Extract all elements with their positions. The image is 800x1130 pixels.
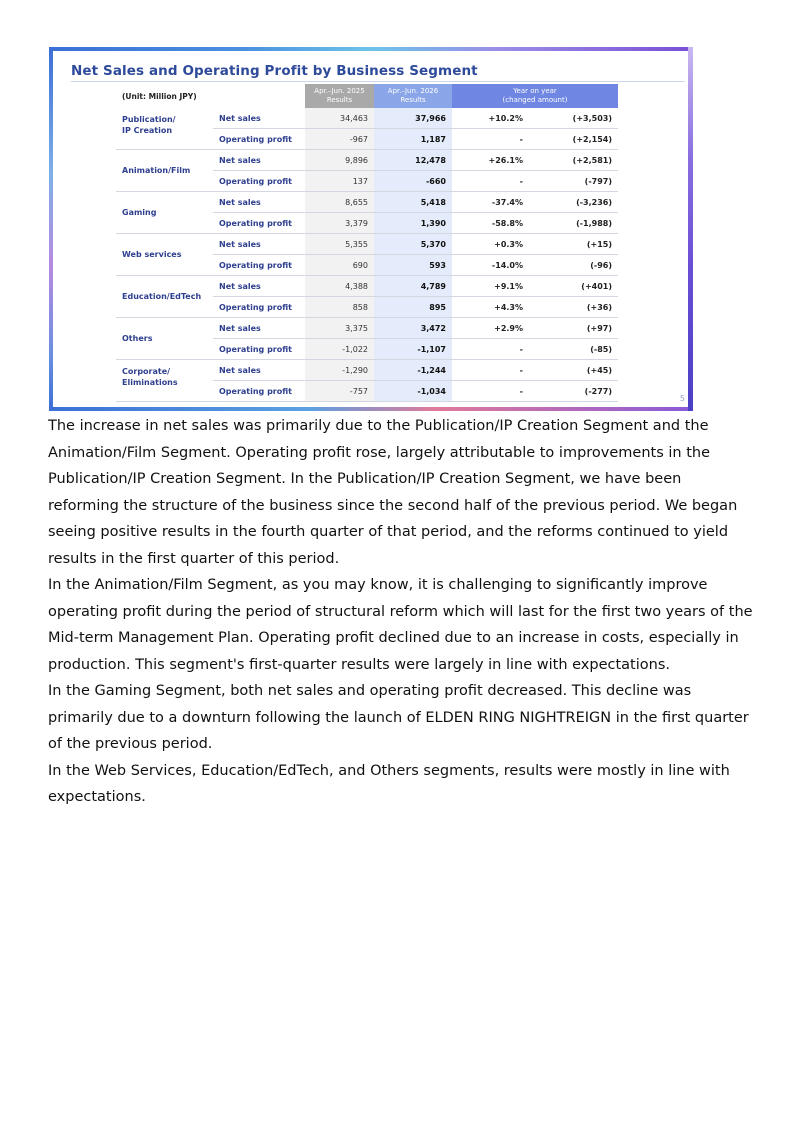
curr-period-value: 1,390 [374,213,452,234]
segment-name [116,276,213,318]
slide-frame-bottom [49,407,693,411]
yoy-percent: +4.3% [452,297,529,318]
curr-period-value: 1,187 [374,129,452,150]
slide-image [49,47,693,411]
paragraph: In the Gaming Segment, both net sales and operating profit decreased. This decline was primarily due to a downturn following the launch of ELDEN RING NIGHTREIGN in the first quarter of the previous period. [48,683,749,752]
slide-frame-left [49,47,53,411]
curr-period-value: -660 [374,171,452,192]
paragraph: In the Web Services, Education/EdTech, and Others segments, results were mostly in line with expectations. [48,762,730,805]
segment-name-line: Animation/Film [122,166,191,175]
yoy-amount: (+2,154) [529,129,618,150]
prev-period-value: -757 [305,381,374,402]
row-item-label: Net sales [213,192,305,213]
column-header-yoy-title: Year on year [513,87,557,95]
yoy-amount: (-96) [529,255,618,276]
yoy-amount: (+3,503) [529,108,618,129]
yoy-amount: (+36) [529,297,618,318]
table-row [116,108,618,129]
prev-period-value: -967 [305,129,374,150]
row-item-label: Operating profit [213,129,305,150]
paragraph: The increase in net sales was primarily due to the Publication/IP Creation Segment and the Animation/Film Segment. Operating profit rose, largely attributable to improvements in the Publication/IP Creation Segment. In the Publication/IP Creation Segment, we have been reforming the structure of the business since the second half of the previous period. We began seeing positive results in the fourth quarter of that period, and the reforms continued to yield results in the first quarter of this period. [48,418,738,567]
yoy-percent: - [452,129,529,150]
yoy-percent: +10.2% [452,108,529,129]
yoy-percent: +0.3% [452,234,529,255]
page-number: 5 [679,394,685,403]
row-item-label: Operating profit [213,255,305,276]
prev-period-value: 5,355 [305,234,374,255]
yoy-amount: (-277) [529,381,618,402]
table-row [116,318,618,339]
paragraph: In the Animation/Film Segment, as you may know, it is challenging to significantly improve operating profit during the period of structural reform which will last for the first two years of the Mid-term Management Plan. Operating profit declined due to an increase in costs, especially in production. This segment's first-quarter results were largely in line with expectations. [48,577,753,673]
segment-name [116,360,213,402]
segment-name-line: Web services [122,250,182,259]
segment-name-line: Others [122,334,153,343]
curr-period-value: 37,966 [374,108,452,129]
row-item-label: Net sales [213,234,305,255]
segment-name [116,318,213,360]
table-row [116,150,618,171]
yoy-amount: (-3,236) [529,192,618,213]
yoy-percent: - [452,339,529,360]
column-header-yoy-sub: (changed amount) [502,96,568,104]
column-header-curr-period: Apr.–Jun. 2026 [387,87,439,95]
prev-period-value: 3,375 [305,318,374,339]
curr-period-value: 12,478 [374,150,452,171]
table-row [116,276,618,297]
segment-name-line: Eliminations [122,378,178,387]
table-row [116,192,618,213]
prev-period-value: 858 [305,297,374,318]
segment-name-line: IP Creation [122,126,173,135]
segment-name-line: Corporate/ [122,367,171,376]
row-item-label: Net sales [213,276,305,297]
curr-period-value: -1,244 [374,360,452,381]
prev-period-value: 690 [305,255,374,276]
yoy-percent: +9.1% [452,276,529,297]
curr-period-value: 5,370 [374,234,452,255]
segment-table [116,84,618,402]
segment-name [116,192,213,234]
prev-period-value: 3,379 [305,213,374,234]
slide-frame-right [688,47,693,411]
yoy-percent: - [452,360,529,381]
yoy-percent: - [452,381,529,402]
segment-name-line: Publication/ [122,115,176,124]
segment-name [116,150,213,192]
segment-name [116,108,213,150]
prev-period-value: 34,463 [305,108,374,129]
column-header-yoy [452,84,618,108]
unit-label: (Unit: Million JPY) [122,91,197,101]
segment-name [116,234,213,276]
yoy-percent: +2.9% [452,318,529,339]
slide-frame-top [49,47,693,51]
curr-period-value: -1,107 [374,339,452,360]
row-item-label: Net sales [213,108,305,129]
yoy-percent: -37.4% [452,192,529,213]
yoy-amount: (+45) [529,360,618,381]
prev-period-value: -1,022 [305,339,374,360]
table-row [116,234,618,255]
table-row [116,360,618,381]
segment-name-line: Gaming [122,208,157,217]
yoy-amount: (+2,581) [529,150,618,171]
curr-period-value: 895 [374,297,452,318]
yoy-percent: +26.1% [452,150,529,171]
row-item-label: Net sales [213,150,305,171]
table-header-row [116,84,618,108]
curr-period-value: -1,034 [374,381,452,402]
yoy-amount: (-85) [529,339,618,360]
prev-period-value: 137 [305,171,374,192]
segment-name-line: Education/EdTech [122,292,202,301]
yoy-amount: (-797) [529,171,618,192]
curr-period-value: 4,789 [374,276,452,297]
row-item-label: Net sales [213,318,305,339]
row-item-label: Net sales [213,360,305,381]
row-item-label: Operating profit [213,381,305,402]
slide-title: Net Sales and Operating Profit by Business Segment [71,63,478,79]
row-item-label: Operating profit [213,339,305,360]
row-item-label: Operating profit [213,213,305,234]
title-divider [71,81,685,82]
row-item-label: Operating profit [213,297,305,318]
curr-period-value: 3,472 [374,318,452,339]
yoy-percent: -14.0% [452,255,529,276]
column-header-curr-results: Results [400,96,426,104]
yoy-amount: (+15) [529,234,618,255]
column-header-prev-period: Apr.–Jun. 2025 [314,87,365,95]
prev-period-value: -1,290 [305,360,374,381]
yoy-amount: (-1,988) [529,213,618,234]
curr-period-value: 5,418 [374,192,452,213]
prev-period-value: 8,655 [305,192,374,213]
row-item-label: Operating profit [213,171,305,192]
yoy-percent: - [452,171,529,192]
yoy-amount: (+401) [529,276,618,297]
column-header-prev-results: Results [326,96,353,104]
curr-period-value: 593 [374,255,452,276]
yoy-percent: -58.8% [452,213,529,234]
yoy-amount: (+97) [529,318,618,339]
body-text [48,413,754,811]
column-header-prev [305,84,374,108]
prev-period-value: 9,896 [305,150,374,171]
prev-period-value: 4,388 [305,276,374,297]
column-header-curr [374,84,452,108]
